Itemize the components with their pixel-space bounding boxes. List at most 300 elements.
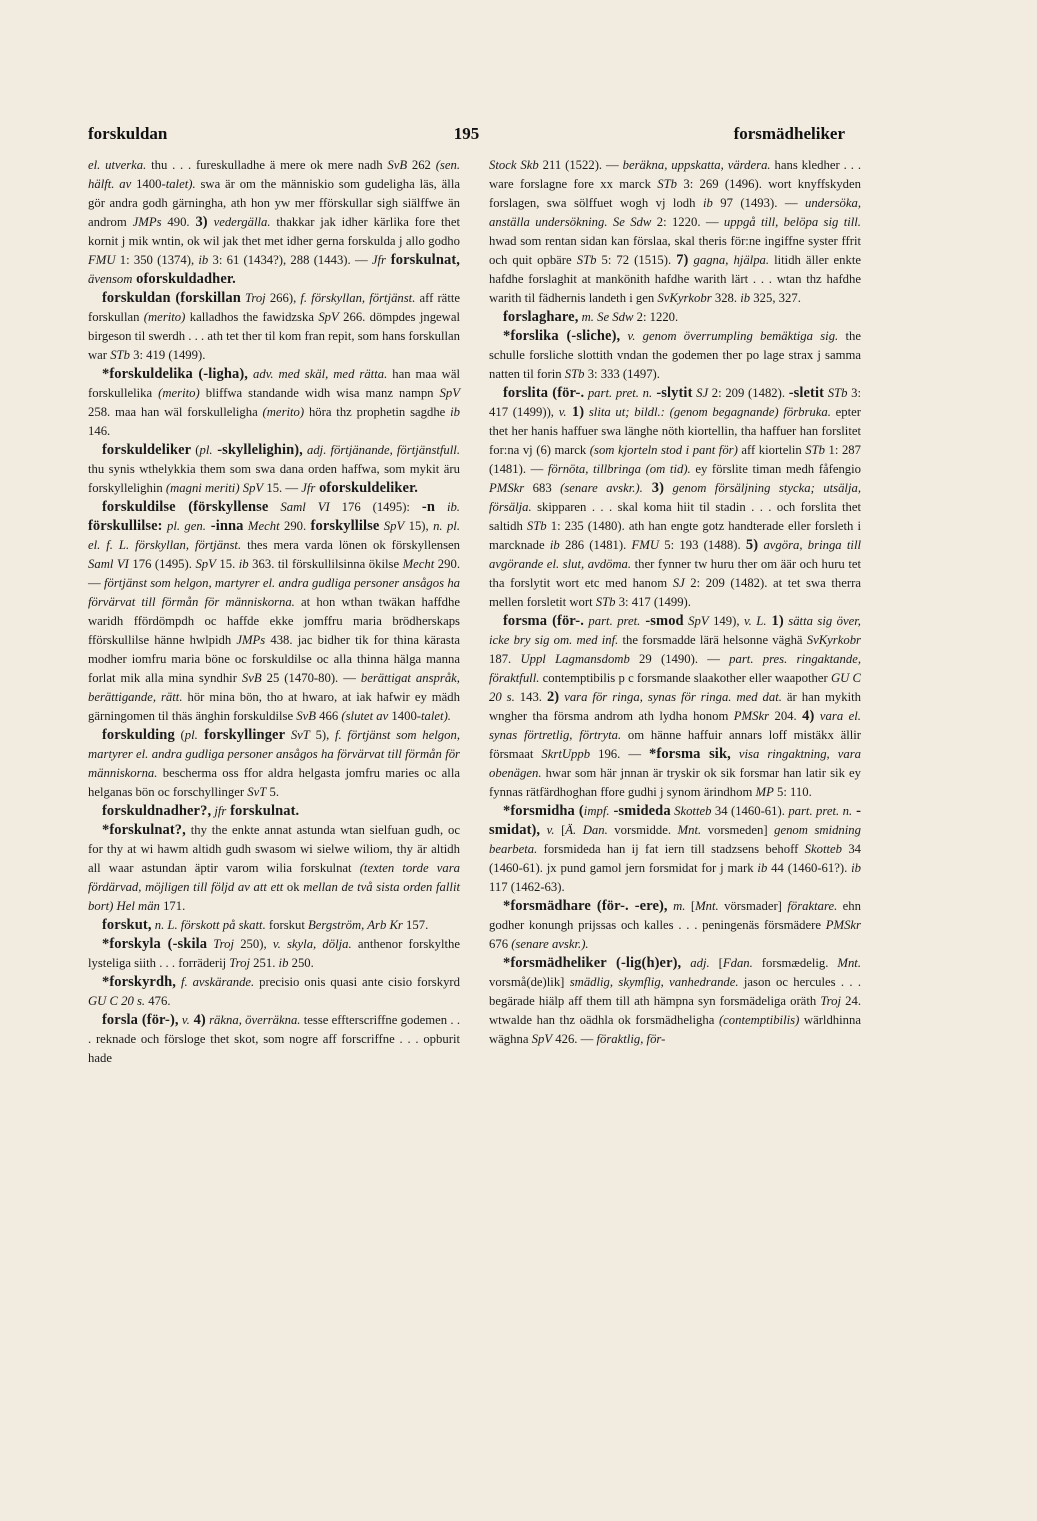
entry-text: 266. dömpdes jngewal birgeson til swerdh . . . ath tet ther til kom fran repit, som hans forskullan war [88,310,460,362]
entry-source: Skotteb [670,804,712,818]
entry-source: ib [549,538,560,552]
entry-headword: -n [421,499,435,515]
entry-text: 363. til förskullilsinna ökilse [248,557,403,571]
entry-source: JMPs [236,633,266,647]
entry-text: 97 (1493). — [712,196,805,210]
dictionary-entry [489,897,861,954]
dictionary-entry [88,498,460,726]
entry-gloss: Jfr [371,253,386,267]
entry-text: 25 (1470-80). — [261,671,361,685]
entry-gloss: Mnt. [837,956,861,970]
entry-text: hwar som här jnnan är tryskir ok sik forsmar han latir sik ey fynnas rätfärdhoghan ffore gudhi j synom ärindhom [489,766,861,799]
dictionary-entry [88,802,460,821]
dictionary-entry [88,1011,460,1068]
entry-text: höra thz prophetin sagdhe [304,405,451,419]
entry-gloss: v. skyla, dölja. [272,937,352,951]
entry-text: 3: 419 (1499). [129,348,206,362]
entry-gloss: m. [667,899,686,913]
entry-source: SkrtUppb [541,747,591,761]
entry-gloss: n. L. förskott på skatt. [151,918,266,932]
entry-text: 149), [708,614,744,628]
entry-text: vörsmader] [718,899,788,913]
entry-gloss: genom försäljning stycka; utsälja, försälja. [489,481,861,514]
left-column [88,156,460,1068]
entry-text: anthenor forskylthe lysteliga siith . . . forräderij [88,937,460,970]
entry-source: Skotteb [804,842,842,856]
entry-gloss: vara el. synas förtretlig, förtryta. [489,709,861,742]
entry-text: vorsmå(de)lik] [489,975,570,989]
entry-source: SvB [296,709,316,723]
dictionary-entry [489,156,861,308]
entry-gloss: adj. förtjänande, förtjänstfull. [302,443,460,457]
entry-text: litidh äller enkte hafdhe forslaghit at mankönith hafdhe warith lärt . . . wtan thz hafdhe warith til fädhernis landeth i gen [489,253,861,305]
entry-text: swa är om the människio som gudeligha läs, älla gör andra godh gärningha, ath hon yw mer fförskullar sigh siälffwe än androm [88,177,460,229]
entry-headword: forskuldan (forskillan [102,290,241,306]
entry-text: 3: 61 (1434?), 288 (1443). — [208,253,372,267]
dictionary-entry [88,973,460,1011]
entry-source: STb [595,595,616,609]
entry-text: epter thet her hanis haffuer swa länghe nöth kiortellin, tha haffuer han forslitet for:na vj (6) marck [489,405,861,457]
entry-headword: *forskulnat?, [102,822,186,838]
entry-headword: 4) [802,708,815,724]
entry-source: SJ [692,386,709,400]
entry-headword: *forskyrdh, [102,974,177,990]
entry-text: hwad som rentan sidan kan förslaa, skal theris för:ne ingiffne syster ffrit och quit opbäre [489,234,861,267]
entry-text: ok [283,880,304,894]
entry-headword: -slytit [652,385,693,401]
entry-text: the forsmadde lärä helsonne väghä [618,633,807,647]
entry-text: 2: 1220. [633,310,679,324]
entry-text: hans kledher . . . ware forslagne fore xx marck [489,158,861,191]
entry-gloss: vara för ringa, synas för ringa. med dat. [559,690,782,704]
entry-source: STb [564,367,585,381]
entry-text: thu . . . fureskulladhe ä mere ok mere nadh [146,158,388,172]
entry-headword: 4) [189,1012,206,1028]
dictionary-entry [88,441,460,498]
entry-source: SpV [531,1032,553,1046]
entry-text: forsmædelig. [752,956,838,970]
entry-source: SvB [241,671,262,685]
entry-text: om hänne haffuir annars loff mistäkx ällir försmaat [489,728,861,761]
entry-gloss: el. utverka. [88,158,147,172]
entry-text: ( [174,728,185,742]
entry-text: 1: 350 (1374), [115,253,199,267]
entry-source: SvT [285,728,310,742]
entry-text: 466 [316,709,342,723]
entry-text: 176 (1495). [128,557,196,571]
entry-gloss: m. Se Sdw [578,310,634,324]
entry-headword: oforskuldadher. [132,271,236,287]
entry-gloss: (sen. hälft. av [88,158,460,191]
dictionary-entry [489,384,861,612]
entry-gloss: ävensom [88,272,133,286]
entry-text: jason oc hercules . . . begärade hiälp aff them till ath hämpna syn forsmädeliga oräth [489,975,862,1008]
entry-text: 328. [711,291,741,305]
page-number: 195 [453,124,480,143]
entry-source: SpV [195,557,216,571]
entry-gloss: part. pret. [583,614,641,628]
entry-source: STb [657,177,678,191]
entry-headword: *forsma sik, [649,746,731,762]
entry-gloss: v. genom överrumpling bemäktiga sig. [620,329,839,343]
entry-text: 5. [266,785,279,799]
entry-source: Mecht [402,557,435,571]
entry-gloss: genom smidning bearbeta. [489,823,861,856]
entry-headword: *forsmädhare (för-. -ere), [503,898,668,914]
entry-gloss: part. pret. n. [584,386,653,400]
entry-gloss: f. avskärande. [176,975,255,989]
entry-source: SpV [239,481,264,495]
entry-gloss: Ä. Dan. [565,823,608,837]
entry-source: STb [805,443,826,457]
dictionary-entry [88,916,460,935]
entry-source: ib [450,405,460,419]
dictionary-entry [489,802,861,897]
entry-headword: -sletit [788,385,825,401]
entry-gloss: (senare avskr.). [560,481,643,495]
entry-gloss: jfr [211,804,227,818]
entry-gloss: (merito) [262,405,305,419]
entry-headword: forskuldnadher?, [102,803,212,819]
entry-source: Troj [229,956,250,970]
entry-gloss: pl. [199,443,213,457]
entry-gloss: slita ut; bildl.: (genom begagnande) förbruka. [584,405,831,419]
entry-gloss: (slutet av [341,709,389,723]
entry-text: 176 (1495): [329,500,422,514]
entry-text: 211 (1522). — [538,158,623,172]
entry-text: 157. [402,918,429,932]
entry-source: Uppl Lagmansdomb [520,652,630,666]
entry-text: [ [554,823,566,837]
entry-headword: oforskuldeliker. [315,480,419,496]
entry-headword: forskyllinger [197,727,286,743]
entry-text: bliffwa standande widh wisa manz nampn [199,386,440,400]
entry-gloss: v. [558,405,567,419]
entry-text: 44 (1460-61?). [767,861,852,875]
entry-gloss: (senare avskr.). [511,937,589,951]
entry-headword: forskyllilse [310,518,380,534]
entry-text: precisio onis quasi ante cisio forskyrd [254,975,460,989]
entry-text: wärldhinna wäghna [489,1013,861,1046]
entry-text: 117 (1462-63). [489,880,565,894]
entry-text: the schulle forsliche slottith vndan the godemen ther po lage strax j samma natten til forin [489,329,861,381]
entry-text: thes mera varda lönen ok förskyllensen [241,538,460,552]
entry-text: 5), [309,728,336,742]
entry-headword: forskut, [102,917,152,933]
entry-text: 15. [215,557,239,571]
entry-headword: *forskyla (-skila [102,936,208,952]
entry-gloss: part. pret. n. [788,804,853,818]
entry-text: 2: 209 (1482). [708,386,789,400]
entry-text: 3: 333 (1497). [584,367,660,381]
entry-source: SpV [683,614,709,628]
entry-gloss: föraktare. [787,899,838,913]
entry-source: SvKyrkobr [806,633,861,647]
entry-source: Mecht [243,519,280,533]
entry-gloss: pl. gen. [162,519,206,533]
entry-gloss: Fdan. [722,956,753,970]
entry-text: thu synis wthelykkia them som swa dana orden haffwa, som mykit äru forskyllelighin [88,462,460,495]
entry-text: 266), [265,291,301,305]
entry-text: 3: 417 (1499)), [489,386,861,419]
entry-source: SvT [247,785,267,799]
dictionary-entry [489,612,861,802]
entry-source: Hel män [113,899,160,913]
entry-headword: forskulding [102,727,175,743]
entry-headword: -smideda [609,803,671,819]
entry-headword: 1) [566,404,585,420]
entry-gloss: Jfr [301,481,316,495]
entry-text: 426. — [552,1032,597,1046]
entry-headword: forsla (för-), [102,1012,179,1028]
entry-gloss: undersöka, anställa undersökning. [489,196,861,229]
entry-text: är han mykith wngher tha försma androm ath lydha honom [489,690,862,723]
entry-text: 476. [145,994,171,1008]
entry-source: ib [278,956,289,970]
entry-source: Troj [240,291,266,305]
entry-source: ib [757,861,768,875]
entry-text: skipparen . . . skal koma hiit til stadin . . . och forslita thet saltidh [489,500,861,533]
entry-gloss: v. L. [743,614,767,628]
entry-text: 2: 209 (1482). at tet swa therra mellen forsletit wort [489,576,861,609]
entry-text: 3: 417 (1499). [615,595,691,609]
entry-source: SpV [439,386,460,400]
entry-source: Saml VI [88,557,129,571]
entry-source: ib. [435,500,460,514]
entry-gloss: gagna, hjälpa. [688,253,770,267]
entry-text: 258. maa han wäl forskulleligha [88,405,263,419]
entry-text: 3: 269 (1496). wort knyffskyden forslagen, swa sölffuet wogh vj lodh [489,177,861,210]
entry-text: vorsmidde. [607,823,678,837]
entry-text: aff kiortelin [737,443,806,457]
entry-text: 34 (1460-61). [711,804,789,818]
right-guide-word: forsmädheliker [733,124,845,143]
entry-headword: 2) [546,689,560,705]
entry-source: SvB [387,158,408,172]
entry-text: 143. [514,690,547,704]
entry-source: Saml VI [268,500,330,514]
entry-headword: -inna [205,518,244,534]
entry-text: 250), [233,937,273,951]
entry-gloss: pl. [184,728,198,742]
entry-source: STb [110,348,130,362]
entry-headword: *forsmädheliker (-lig(h)er), [503,955,682,971]
entry-text: 15. — [263,481,302,495]
entry-gloss: adj. [681,956,710,970]
left-guide-word: forskuldan [88,124,168,143]
entry-gloss: Mnt. [677,823,702,837]
entry-headword: 3) [195,214,208,230]
entry-text: 15), [404,519,434,533]
entry-source: SpV [379,519,405,533]
entry-source: ib [851,861,862,875]
entry-text: 146. [88,424,111,438]
entry-text: 1400- [388,709,422,723]
dictionary-entry [489,327,861,384]
entry-text: 24. wtwalde han thz oädhla ok forsmädheligha [489,994,861,1027]
entry-text: forskut [265,918,309,932]
entry-headword: -smidat), [489,803,862,838]
entry-headword: 1) [766,613,784,629]
entry-source: Troj [820,994,842,1008]
entry-gloss: f. förtjänst som helgon, martyrer el. andra gudliga personer ansågos ha förvärvat till förmån för människorna. [88,728,460,780]
entry-text: aff rätte forskullan [88,291,460,324]
entry-gloss: räkna, överräkna. [205,1013,301,1027]
entry-gloss: talet). [421,709,451,723]
entry-gloss: adv. med skäl, med rätta. [248,367,388,381]
entry-gloss: sätta sig över, icke bry sig om. med inf. [489,614,861,647]
entry-text: 5: 110. [773,785,812,799]
entry-text: forsmideda han ij fat iern till stadzsens behoff [537,842,805,856]
entry-text: contemptibilis p c forsmande slaakother eller waapother [539,671,831,685]
entry-text: 438. jac bidher tik for thina kärasta modher iomfru maria böne oc forskuldilse oc alla thinna hälga manna forlat mik alla mina syndhir [88,633,460,685]
entry-source: FMU [631,538,660,552]
entry-gloss: impf. [583,804,610,818]
entry-text: thakkar jak idher kärlika fore thet kornit j mik wntin, ok wil jak thet met idher gerna forskulda j allo godho [88,215,460,248]
entry-text: 1: 287 (1481). — [489,443,861,476]
entry-text: 262 [407,158,436,172]
entry-headword: forslaghare, [503,309,579,325]
entry-source: MP [755,785,774,799]
dictionary-entry [88,289,460,365]
entry-headword: 3) [642,480,665,496]
entry-source: JMPs [132,215,162,229]
entry-gloss: f. förskyllan, förtjänst. [300,291,416,305]
page-header [88,124,845,148]
entry-source: Troj [207,937,234,951]
entry-text: tesse effterscriffne godemen . . . reknade och försloge thet skot, som nogre aff forscriffne . . . opburit hade [88,1013,460,1065]
entry-headword: forskuldilse (förskyllense [102,499,269,515]
entry-source: Stock Skb [489,158,539,172]
entry-gloss: (contemptibilis) [718,1013,800,1027]
entry-headword: förskullilse: [88,518,163,534]
entry-gloss: förtjänst som helgon, martyrer el. andra gudliga personer ansågos ha förvärvat till förmån för människorna. [88,576,461,609]
entry-text: 251. [250,956,279,970]
entry-gloss: uppgå till, belöpa sig till. [723,215,861,229]
entry-text: 187. [489,652,521,666]
entry-gloss: (merito) [158,386,200,400]
entry-headword: *forskuldelika (-ligha), [102,366,249,382]
entry-text: hör mina bön, tho at hwaro, at iak hafwir ey mädh gärningomen til thäs änghin forskuldilse [88,690,460,723]
entry-source: ib [198,253,209,267]
entry-gloss: föraktlig, för- [596,1032,666,1046]
entry-text: 290. — [88,557,461,590]
entry-gloss: (merito) [143,310,186,324]
dictionary-entry [88,365,460,441]
entry-headword: *forslika (-sliche), [503,328,621,344]
entry-source: STb [576,253,597,267]
entry-gloss: v. [178,1013,190,1027]
entry-text: ther fynner tw huru ther om äär och huru tet tha forslytit wort etc med hanom [489,557,861,590]
entry-headword: forskuldeliker [102,442,192,458]
entry-gloss: n. pl. el. f. L. förskyllan, förtjänst. [88,519,460,552]
entry-text: thy the enkte annat astunda wtan sielfuan gudh, oc for thy at wi hawm altidh gudh swasom wi sielwe wiliom, thy är altidh all waar astundan äptir varom wilia forskulnat [88,823,460,875]
entry-text: kalladhos the fawidzska [185,310,319,324]
entry-gloss: avgöra, bringa till avgörande el. slut, avdöma. [489,538,861,571]
entry-text: vorsmeden] [701,823,775,837]
entry-text: 1: 235 (1480). ath han engte gotz handterade eller forsleth i marcknade [489,519,861,552]
entry-text: 490. [161,215,196,229]
entry-headword: 7) [676,252,689,268]
entry-headword: *forsmidha ( [503,803,584,819]
entry-gloss: Mnt. [695,899,719,913]
entry-headword: -smod [640,613,684,629]
dictionary-entry [88,156,460,289]
entry-text: ey förslite timan medh fåfengio [690,462,862,476]
entry-text: han maa wäl forskullelika [88,367,460,400]
entry-gloss: v. [540,823,555,837]
entry-headword: 5) [745,537,759,553]
entry-source: Se Sdw [607,215,652,229]
entry-text: 5: 193 (1488). [659,538,746,552]
entry-gloss: visa ringaktning, vara obenägen. [489,747,861,780]
entry-gloss: smädlig, skymflig, vanhedrande. [569,975,739,989]
entry-source: PMSkr [825,918,861,932]
entry-gloss: part. pres. ringaktande, föraktfull. [489,652,862,685]
entry-gloss: beräkna, uppskatta, värdera. [622,158,771,172]
dictionary-entry [88,726,460,802]
entry-text: 325, 327. [750,291,801,305]
dictionary-entry [489,954,861,1049]
dictionary-entry [88,935,460,973]
entry-text: 204. [769,709,803,723]
entry-source: PMSkr [489,481,525,495]
entry-headword: forsma (för-. [503,613,584,629]
entry-source: Bergström, Arb Kr [308,918,403,932]
entry-headword: forslita (för-. [503,385,585,401]
entry-source: GU C 20 s. [88,994,146,1008]
entry-source: GU C 20 s. [489,671,861,704]
entry-text: at hon wthan twäkan haffdhe waridh ffördömpdh oc haffde ekke jomffru maria brödherskaps fförskullilse hänne hwlpidh [88,595,460,647]
entry-headword: forskulnat. [226,803,300,819]
entry-gloss: (magni meriti) [165,481,240,495]
entry-source: ib [702,196,713,210]
entry-source: ib [238,557,249,571]
entry-source: FMU [88,253,116,267]
dictionary-entry [489,308,861,327]
right-column [489,156,861,1049]
entry-text: 34 (1460-61). jx pund gamol jern forsmidat for j mark [489,842,862,875]
entry-text: 290. [279,519,311,533]
entry-source: ib [740,291,751,305]
entry-gloss: (texten torde vara fördärvad, möjligen till följd av att ett [88,861,460,894]
entry-text: 1400- [131,177,166,191]
entry-text: 5: 72 (1515). [596,253,677,267]
entry-text: 29 (1490). — [629,652,730,666]
entry-source: SvKyrkobr [657,291,712,305]
entry-source: STb [824,386,848,400]
entry-gloss: (som kjorteln stod i pant för) [589,443,738,457]
entry-gloss: mellan de två sista orden fallit bort) [88,880,461,913]
entry-text: ehn godher konungh prijssas och kalles . . . peningenäs försmädere [489,899,861,932]
entry-text: 676 [489,937,512,951]
entry-gloss: berättigat anspråk, berättigande, rätt. [88,671,460,704]
entry-source: PMSkr [733,709,770,723]
entry-gloss: vedergälla. [207,215,271,229]
entry-gloss: talet). [165,177,196,191]
entry-text: 683 [524,481,561,495]
entry-source: SpV [318,310,339,324]
entry-text: 2: 1220. — [651,215,724,229]
entry-text: 196. — [590,747,650,761]
dictionary-entry [88,821,460,916]
entry-headword: -skyllelighin), [212,442,303,458]
entry-text: [ [685,899,696,913]
entry-gloss: förnöta, tillbringa (om tid). [547,462,691,476]
entry-source: SJ [672,576,685,590]
entry-text: [ [709,956,723,970]
entry-text: bescherma oss ffor aldra helgasta jomfru maries oc alla helganas bön oc forschyllinger [88,766,460,799]
